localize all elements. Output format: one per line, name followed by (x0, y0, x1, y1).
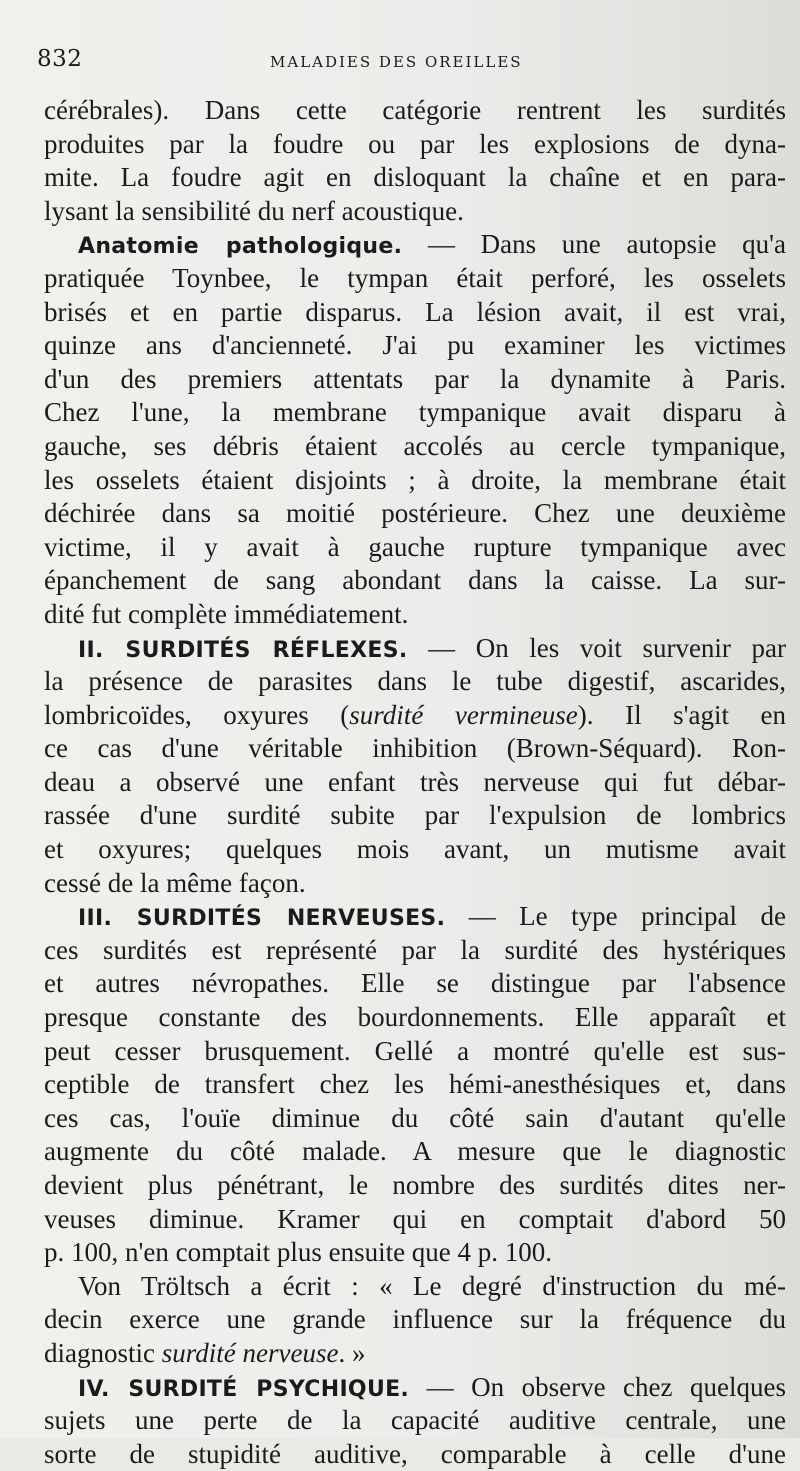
text-line: diagnostic surdité nerveuse. » (44, 1337, 366, 1368)
text-line: ces surdités est représenté par la surdité des hystériques (44, 934, 786, 965)
text-line: pratiquée Toynbee, le tympan était perforé, les osselets (44, 262, 786, 293)
text-line: lombricoïdes, oxyures (surdité vermineuse). Il s'agit en (44, 699, 786, 730)
text-line: quinze ans d'ancienneté. J'ai pu examiner les victimes (44, 330, 786, 361)
text-line: lysant la sensibilité du nerf acoustique. (44, 195, 464, 226)
text-line: rassée d'une surdité subite par l'expulsion de lombrics (44, 800, 786, 831)
page-number: 832 (37, 46, 83, 72)
text-line: veuses diminue. Kramer qui en comptait d'abord 50 (44, 1203, 786, 1234)
text-line: Chez l'une, la membrane tympanique avait disparu à (44, 397, 786, 428)
text-line: déchirée dans sa moitié postérieure. Chez une deuxième (44, 498, 786, 529)
section-heading: IV. SURDITÉ PSYCHIQUE. (78, 1376, 410, 1402)
text-line: devient plus pénétrant, le nombre des surdités dites ner- (44, 1170, 786, 1200)
text-line: dité fut complète immédiatement. (44, 598, 409, 629)
text-line: sujets une perte de la capacité auditive centrale, une (44, 1405, 786, 1436)
section-heading-line: Anatomie pathologique. — Dans une autopsie qu'a (78, 229, 786, 260)
text-line: mite. La foudre agit en disloquant la chaîne et en para- (44, 162, 786, 193)
text-line: gauche, ses débris étaient accolés au cercle tympanique, (44, 430, 786, 461)
section-heading-line: II. SURDITÉS RÉFLEXES. — On les voit survenir par (78, 632, 786, 663)
italic-term: surdité nerveuse (161, 1337, 339, 1368)
text-line: presque constante des bourdonnements. Elle apparaît et (44, 1002, 786, 1033)
running-title: MALADIES DES OREILLES (270, 53, 523, 71)
text-line: decin exerce une grande influence sur la fréquence du (44, 1304, 786, 1335)
text-line: ces cas, l'ouïe diminue du côté sain d'autant qu'elle (44, 1102, 786, 1133)
text-line: victime, il y avait à gauche rupture tympanique avec (44, 531, 786, 562)
section-heading-line: III. SURDITÉS NERVEUSES. — Le type principal de (78, 901, 786, 932)
text-line: brisés et en partie disparus. La lésion avait, il est vrai, (44, 296, 786, 327)
text-line: d'un des premiers attentats par la dynamite à Paris. (44, 363, 786, 394)
text-line: p. 100, n'en comptait plus ensuite que 4 p. 100. (44, 1237, 553, 1268)
section-heading: II. SURDITÉS RÉFLEXES. (78, 637, 408, 663)
text-line: deau a observé une enfant très nerveuse qui fut débar- (44, 766, 786, 797)
text-line: cessé de la même façon. (44, 867, 306, 898)
page-header (0, 46, 800, 74)
text-line: et oxyures; quelques mois avant, un mutisme avait (44, 834, 786, 865)
text-line: ce cas d'une véritable inhibition (Brown-Séquard). Ron- (44, 733, 786, 764)
section-heading: III. SURDITÉS NERVEUSES. (78, 906, 446, 932)
text-line: produites par la foudre ou par les explosions de dyna- (44, 128, 786, 159)
text-line: épanchement de sang abondant dans la caisse. La sur- (44, 565, 786, 596)
text-line: cérébrales). Dans cette catégorie rentrent les surdités (44, 95, 786, 125)
text-line: ceptible de transfert chez les hémi-anesthésiques et, dans (44, 1069, 786, 1100)
section-heading-line: IV. SURDITÉ PSYCHIQUE. — On observe chez quelques (78, 1371, 786, 1402)
text-line: peut cesser brusquement. Gellé a montré qu'elle est sus- (44, 1035, 786, 1066)
text-line: sorte de stupidité auditive, comparable à celle d'une (44, 1438, 786, 1469)
text-line: et autres névropathes. Elle se distingue par l'absence (44, 968, 786, 999)
text-line: les osselets étaient disjoints ; à droite, la membrane était (44, 464, 786, 495)
text-line: augmente du côté malade. A mesure que le diagnostic (44, 1136, 786, 1167)
body-text (44, 94, 786, 1471)
italic-term: surdité vermineuse (349, 699, 578, 730)
text-line: Von Tröltsch a écrit : « Le degré d'instruction du mé- (78, 1270, 786, 1301)
section-heading: Anatomie pathologique. (78, 234, 403, 260)
text-line: la présence de parasites dans le tube digestif, ascarides, (44, 666, 786, 697)
